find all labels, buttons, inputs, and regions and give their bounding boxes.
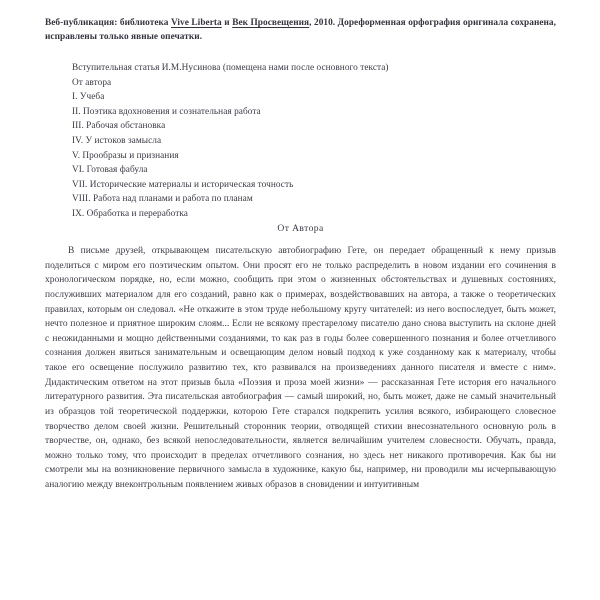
publication-note — [45, 17, 556, 44]
toc-item[interactable]: IX. Обработка и переработка — [72, 208, 188, 219]
toc-item[interactable]: Вступительная статья И.М.Нусинова (помещена нами после основного текста) — [72, 63, 389, 73]
publication-note-prefix: Веб-публикация: библиотека — [45, 18, 171, 28]
toc-item[interactable]: VIII. Работа над планами и работа по планам — [72, 194, 253, 205]
body-paragraph: В письме друзей, открывающем писательскую автобиографию Гете, он передает обращенный к нему призыв поделиться с миром его поэтическим опытом. Они просят его не только распределить в новом издании его сочинения в хронологическом порядке, но, если можно, сообщить при этом о жизненных обстоятельствах и душевных состояниях, послуживших материалом для его созданий, равно как о примерах, воздействовавших на автора, а также о теоретических правилах, которым он следовал. «Не откажите в этом труде небольшому кругу читателей: из него воспоследует, быть может, нечто полезное и приятное широким слоям... Если не всякому престарелому писателю дано снова выступить на склоне дней с неожиданными и мощно действенными созданиями, то как раз в годы более совершенного познания и более отчетливого сознания должен явиться занимательным и освещающим делом новый подход к уже созданному как к материалу, чтобы такое его освещение послужило развитию тех, кто развивался на произведениях данного писателя и вместе с ним». Дидактическим ответом на этот призыв была «Поэзия и проза моей жизни» — рассказанная Гете история его начального литературного развития. Эта писательская автобиография — самый широкий, но, быть может, даже не самый значительный из образцов той теоретической поддержки, которою Гете старался подкрепить усилия всякого, избирающего словесное творчество делом своей жизни. Решительный сторонник теории, отводящей стихии внесознательного основную роль в творчестве, он, однако, без всякой непоследовательности, является величайшим учителем словесности. Обучать, правда, можно только тому, что происходит в пределах отчетливого сознания, но здесь нет никакого противоречия. Как бы ни смотрели мы на возникновение первичного замысла в художнике, какую бы, например, ни проводили мы исчерпывающую аналогию между внеконтрольным появлением живых образов в сновидении и интуитивным — [45, 246, 556, 490]
toc-item[interactable]: От автора — [72, 77, 112, 88]
toc-item[interactable]: IV. У истоков замысла — [72, 135, 162, 146]
clipped-title-line — [0, 0, 600, 1]
toc-item[interactable]: I. Учеба — [72, 92, 105, 103]
section-heading: От Автора — [277, 223, 324, 234]
library-link-vive-liberta[interactable]: Vive Liberta — [171, 18, 222, 28]
toc-item[interactable]: V. Прообразы и признания — [72, 150, 179, 161]
table-of-contents — [72, 61, 542, 222]
publication-note-conjunction: и — [221, 18, 233, 28]
clipped-title-text — [203, 0, 397, 1]
toc-item[interactable]: III. Рабочая обстановка — [72, 121, 166, 132]
toc-item[interactable]: VI. Готовая фабула — [72, 165, 148, 176]
toc-item[interactable]: II. Поэтика вдохновения и сознательная работа — [72, 106, 261, 117]
toc-item[interactable]: VII. Исторические материалы и историческая точность — [72, 179, 294, 190]
body-text — [45, 244, 556, 493]
publication-note-suffix: , 2010. Дореформенная орфография оригинала сохранена, исправлены только явные опечатки. — [45, 18, 557, 42]
library-link-vek-prosveshcheniya[interactable]: Век Просвещения — [232, 18, 310, 28]
